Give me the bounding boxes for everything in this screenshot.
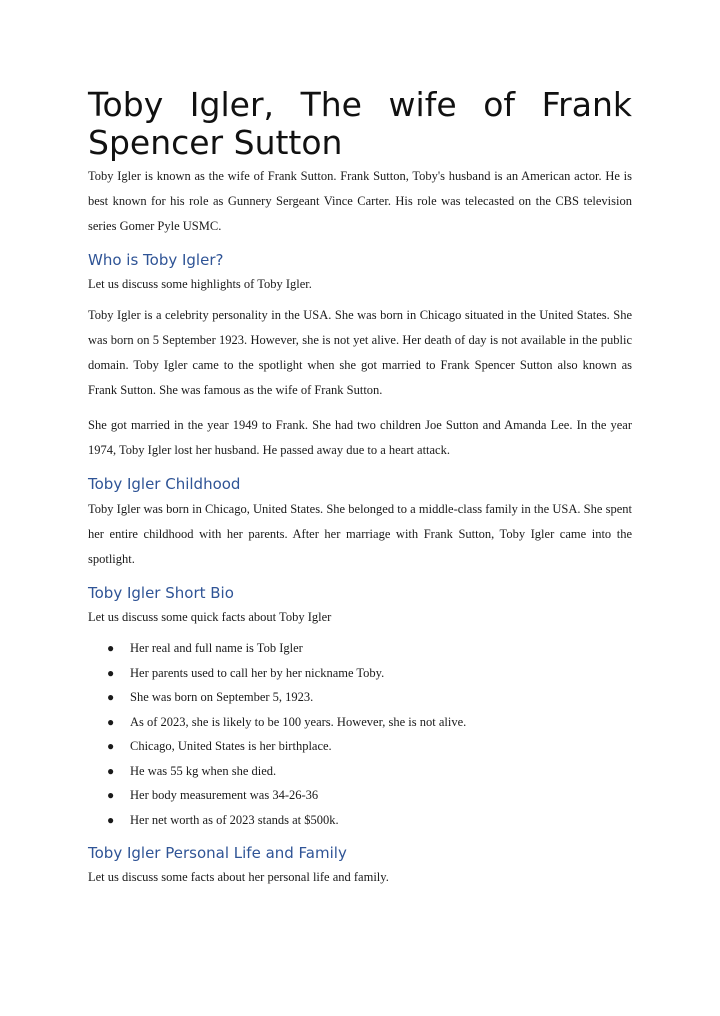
heading-who-is: Who is Toby Igler? — [88, 251, 224, 269]
heading-childhood: Toby Igler Childhood — [88, 475, 241, 493]
list-item: ● He was 55 kg when she died. — [130, 759, 632, 784]
intro-paragraph: Toby Igler is known as the wife of Frank Sutton. Frank Sutton, Toby's husband is an American actor. He is best known for his role as Gunnery Sergeant Vince Carter. His role was telecasted on the CBS television series Gomer Pyle USMC. — [88, 169, 632, 233]
bullet-icon: ● — [107, 665, 115, 680]
bullet-icon: ● — [107, 641, 115, 655]
heading-personal-life: Toby Igler Personal Life and Family — [88, 844, 347, 862]
list-item: ● Her body measurement was 34-26-36 — [130, 783, 632, 808]
personal-lead: Let us discuss some facts about her personal life and family. — [88, 870, 389, 884]
list-item: ● As of 2023, she is likely to be 100 years. However, she is not alive. — [130, 710, 632, 735]
childhood-paragraph: Toby Igler was born in Chicago, United States. She belonged to a middle-class family in the USA. She spent her entire childhood with her parents. After her marriage with Frank Sutton, Toby Igler came into the spotlight. — [88, 502, 632, 566]
list-item: ● Her real and full name is Tob Igler — [130, 636, 632, 661]
bullet-icon: ● — [107, 812, 115, 827]
list-item: ● Her parents used to call her by her nickname Toby. — [130, 661, 632, 686]
bullet-icon: ● — [107, 690, 115, 704]
bio-lead: Let us discuss some quick facts about Toby Igler — [88, 610, 332, 624]
bullet-icon: ● — [107, 739, 115, 753]
list-item: ● She was born on September 5, 1923. — [130, 685, 632, 710]
list-item: ● Her net worth as of 2023 stands at $500k. — [130, 808, 632, 833]
bullet-icon: ● — [107, 763, 115, 778]
heading-short-bio: Toby Igler Short Bio — [88, 584, 234, 602]
who-lead: Let us discuss some highlights of Toby Igler. — [88, 277, 312, 291]
bio-facts-list — [88, 636, 632, 832]
who-paragraph-1: Toby Igler is a celebrity personality in the USA. She was born in Chicago situated in the United States. She was born on 5 September 1923. However, she is not yet alive. Her death of day is not available in the public domain. Toby Igler came to the spotlight when she got married to Frank Spencer Sutton also known as Frank Sutton. She was famous as the wife of Frank Sutton. — [88, 308, 632, 397]
list-item: ● Chicago, United States is her birthplace. — [130, 734, 632, 759]
who-paragraph-2: She got married in the year 1949 to Frank. She had two children Joe Sutton and Amanda Lee. In the year 1974, Toby Igler lost her husband. He passed away due to a heart attack. — [88, 418, 632, 457]
document-title: Toby Igler, The wife of Frank Spencer Sutton — [88, 85, 632, 162]
bullet-icon: ● — [107, 714, 115, 729]
bullet-icon: ● — [107, 788, 115, 802]
